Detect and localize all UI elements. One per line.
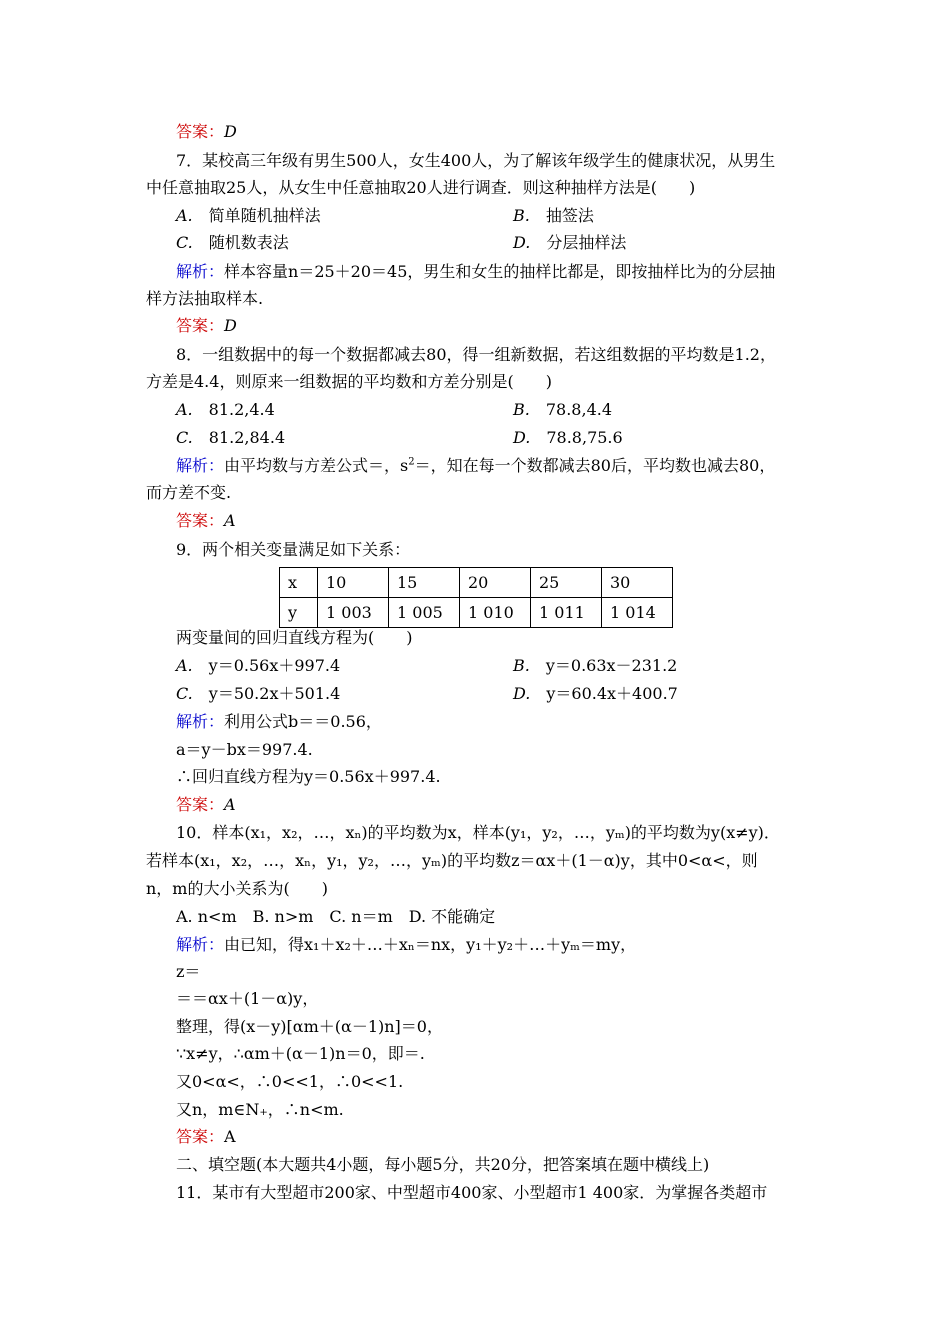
q9-analysis-line3: ∴回归直线方程为y＝0.56x＋997.4. bbox=[176, 767, 441, 786]
answer-label: 答案： bbox=[176, 511, 225, 530]
answer-value: A bbox=[224, 511, 236, 530]
answer-value: A bbox=[224, 795, 236, 814]
q10-analysis-line3: ＝＝αx＋(1－α)y， bbox=[176, 989, 319, 1008]
q9-option-a: A. y＝0.56x＋997.4 bbox=[176, 656, 341, 675]
answer-label: 答案： bbox=[176, 316, 225, 335]
table-cell: x bbox=[280, 568, 318, 598]
answer-label: 答案： bbox=[176, 795, 225, 814]
analysis-label: 解析： bbox=[176, 712, 225, 731]
answer-value: D bbox=[224, 122, 237, 141]
table-cell: 20 bbox=[460, 568, 531, 598]
q7-analysis-line1: 解析：样本容量n＝25＋20＝45，男生和女生的抽样比都是，即按抽样比为的分层抽 bbox=[176, 262, 776, 281]
table-cell: 25 bbox=[531, 568, 602, 598]
q10-analysis-line6: 又0<α<，∴0<<1，∴0<<1. bbox=[176, 1072, 404, 1091]
q8-analysis-line2: 而方差不变. bbox=[146, 483, 232, 502]
q8-analysis-line1: 解析：由平均数与方差公式＝，$s^2=$，知在每一个数都减去80后，平均数也减去80， bbox=[176, 456, 776, 475]
q8-option-c: C. 81.2,84.4 bbox=[176, 428, 286, 447]
table-cell: 1 003 bbox=[318, 598, 389, 628]
q7-analysis-line2: 样方法抽取样本. bbox=[146, 289, 264, 308]
answer-value: A bbox=[224, 1127, 236, 1146]
q9-data-table bbox=[279, 567, 673, 628]
q7-stem-line2: 中任意抽取25人，从女生中任意抽取20人进行调查．则这种抽样方法是( ) bbox=[146, 178, 696, 197]
table-cell: 1 014 bbox=[602, 598, 673, 628]
q10-analysis-line2: z＝ bbox=[176, 962, 201, 981]
q10-stem-line3: n，m的大小关系为( ) bbox=[146, 879, 328, 898]
q8-stem-line2: 方差是4.4，则原来一组数据的平均数和方差分别是( ) bbox=[146, 372, 552, 391]
table-cell: 1 011 bbox=[531, 598, 602, 628]
q8-option-b: B. 78.8,4.4 bbox=[513, 400, 613, 419]
answer-label: 答案： bbox=[176, 1127, 225, 1146]
q8-option-d: D. 78.8,75.6 bbox=[513, 428, 623, 447]
q11-stem-line1: 11．某市有大型超市200家、中型超市400家、小型超市1 400家．为掌握各类超市 bbox=[176, 1183, 768, 1202]
q10-answer-row bbox=[176, 1126, 236, 1148]
q9-option-d: D. y＝60.4x＋400.7 bbox=[513, 684, 678, 703]
q7-option-b: B. 抽签法 bbox=[513, 206, 594, 225]
q7-option-a: A. 简单随机抽样法 bbox=[176, 206, 321, 225]
q9-analysis-line2: a＝y－bx＝997.4. bbox=[176, 740, 313, 759]
answer-value: D bbox=[224, 316, 237, 335]
answer-label: 答案： bbox=[176, 122, 225, 141]
table-cell: 10 bbox=[318, 568, 389, 598]
table-cell: 1 010 bbox=[460, 598, 531, 628]
q10-analysis-line5: ∵x≠y，∴αm＋(α－1)n＝0，即＝. bbox=[176, 1044, 425, 1063]
table-cell: 30 bbox=[602, 568, 673, 598]
q7-option-d: D. 分层抽样法 bbox=[513, 233, 627, 252]
q9-analysis-line1: 解析：利用公式b＝＝0.56， bbox=[176, 712, 382, 731]
q8-option-a: A. 81.2,4.4 bbox=[176, 400, 275, 419]
q10-analysis-line7: 又n，m∈N₊，∴n<m. bbox=[176, 1100, 344, 1119]
q10-stem-line1: 10．样本(x₁，x₂，…，xₙ)的平均数为x，样本(y₁，y₂，…，yₘ)的平均数为y(x≠y)． bbox=[176, 823, 780, 842]
q9-stem-line2: 两变量间的回归直线方程为( ) bbox=[176, 628, 413, 647]
table-row bbox=[280, 598, 673, 628]
analysis-label: 解析： bbox=[176, 935, 225, 954]
section-heading: 二、填空题(本大题共4小题，每小题5分，共20分，把答案填在题中横线上) bbox=[176, 1155, 710, 1174]
q10-options: A. n<m B. n>m C. n＝m D. 不能确定 bbox=[176, 907, 496, 926]
q9-option-b: B. y＝0.63x－231.2 bbox=[513, 656, 678, 675]
q10-stem-line2: 若样本(x₁，x₂，…，xₙ，y₁，y₂，…，yₘ)的平均数z＝αx＋(1－α)y，其中0<α<，则 bbox=[146, 851, 758, 870]
q9-stem-line1: 9．两个相关变量满足如下关系： bbox=[176, 540, 411, 559]
q6-answer-row bbox=[176, 121, 237, 143]
q10-analysis-line1: 解析：由已知，得x₁＋x₂＋…＋xₙ＝nx，y₁＋y₂＋…＋yₘ＝my， bbox=[176, 935, 637, 954]
q9-option-c: C. y＝50.2x＋501.4 bbox=[176, 684, 341, 703]
q10-analysis-line4: 整理，得(x－y)[αm＋(α－1)n]＝0， bbox=[176, 1017, 443, 1036]
table-cell: y bbox=[280, 598, 318, 628]
analysis-label: 解析： bbox=[176, 456, 225, 475]
table-row bbox=[280, 568, 673, 598]
q7-answer-row bbox=[176, 315, 237, 337]
table-cell: 1 005 bbox=[389, 598, 460, 628]
q8-stem-line1: 8．一组数据中的每一个数据都减去80，得一组新数据，若这组数据的平均数是1.2， bbox=[176, 345, 776, 364]
analysis-label: 解析： bbox=[176, 262, 225, 281]
q8-answer-row bbox=[176, 510, 236, 532]
q9-answer-row bbox=[176, 794, 236, 816]
q7-stem-line1: 7．某校高三年级有男生500人，女生400人，为了解该年级学生的健康状况，从男生 bbox=[176, 151, 776, 170]
q7-option-c: C. 随机数表法 bbox=[176, 233, 289, 252]
table-cell: 15 bbox=[389, 568, 460, 598]
